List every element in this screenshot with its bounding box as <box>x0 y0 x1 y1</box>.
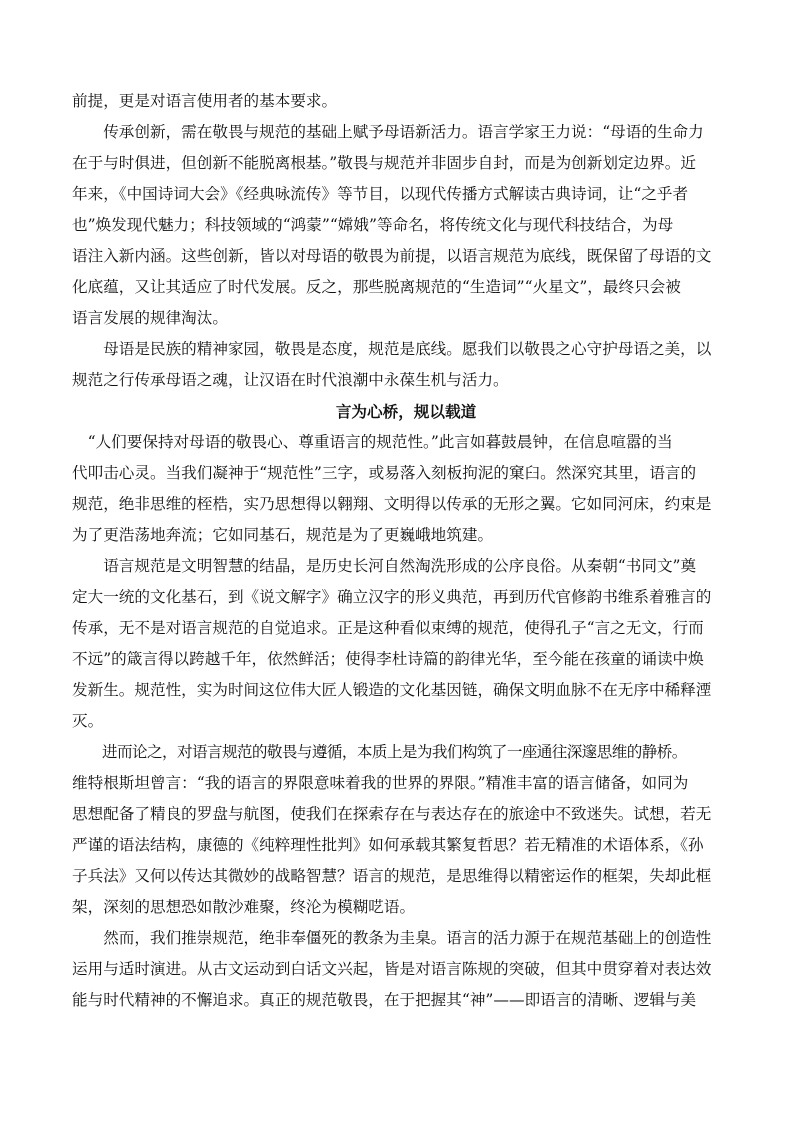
text-line: 代叩击心灵。当我们凝神于“规范性”三字，或易落入刻板拘泥的窠臼。然深究其里，语言的 <box>72 464 697 482</box>
text-line: 规范，绝非思维的桎梏，实乃思想得以翱翔、文明得以传承的无形之翼。它如同河床，约束是 <box>72 495 712 513</box>
text-line: 子兵法》又何以传达其微妙的战略智慧？语言的规范，是思维得以精密运作的框架，失却此框 <box>72 867 712 885</box>
document-page <box>72 86 732 1016</box>
text-line: 传承，无不是对语言规范的自觉追求。正是这种看似束缚的规范，使得孔子“言之无文，行而 <box>72 619 704 637</box>
text-line: 进而论之，对语言规范的敬畏与遵循，本质上是为我们构筑了一座通往深邃思维的静桥。 <box>72 743 687 761</box>
text-line: 传承创新，需在敬畏与规范的基础上赋予母语新活力。语言学家王力说：“母语的生命力 <box>72 123 704 141</box>
text-line: 也”焕发现代魅力；科技领域的“鸿蒙”“嫦娥”等命名，将传统文化与现代科技结合，为母 <box>72 216 674 234</box>
text-line: 规范之行传承母语之魂，让汉语在时代浪潮中永葆生机与活力。 <box>72 371 509 389</box>
text-line: 定大一统的文化基石，到《说文解字》确立汉字的形义典范，再到历代官修韵书维系着雅言的 <box>72 588 712 606</box>
text-line: 语言发展的规律淘汰。 <box>72 309 228 327</box>
text-line: 思想配备了精良的罗盘与航图，使我们在探索存在与表达存在的旅途中不致迷失。试想，若无 <box>72 805 712 823</box>
text-line: 母语是民族的精神家园，敬畏是态度，规范是底线。愿我们以敬畏之心守护母语之美，以 <box>72 340 712 358</box>
text-line: 前提，更是对语言使用者的基本要求。 <box>72 92 338 110</box>
text-line: 能与时代精神的不懈追求。真正的规范敬畏，在于把握其“神”——即语言的清晰、逻辑与美 <box>72 991 697 1009</box>
text-line: 发新生。规范性，实为时间这位伟大匠人锻造的文化基因链，确保文明血脉不在无序中稀释湮 <box>72 681 712 699</box>
text-line: 为了更浩荡地奔流；它如同基石，规范是为了更巍峨地筑建。 <box>72 526 494 544</box>
text-line: 维特根斯坦曾言：“我的语言的界限意味着我的世界的界限。”精准丰富的语言储备，如同为 <box>72 774 689 792</box>
text-line: 运用与适时演进。从古文运动到白话文兴起，皆是对语言陈规的突破，但其中贯穿着对表达效 <box>72 960 712 978</box>
text-line: 灭。 <box>72 712 104 730</box>
section-title: 言为心桥，规以载道 <box>335 402 477 421</box>
text-line: 严谨的语法结构，康德的《纯粹理性批判》如何承载其繁复哲思？若无精准的术语体系，《孙 <box>72 836 704 854</box>
text-line: 化底蕴，又让其适应了时代发展。反之，那些脱离规范的“生造词”“火星文”，最终只会被 <box>72 278 681 296</box>
text-line: “人们要保持对母语的敬畏心、尊重语言的规范性。”此言如暮鼓晨钟，在信息喧嚣的当 <box>72 433 673 451</box>
text-line: 然而，我们推崇规范，绝非奉僵死的教条为圭臬。语言的活力源于在规范基础上的创造性 <box>72 929 712 947</box>
text-line: 语言规范是文明智慧的结晶，是历史长河自然淘洗形成的公序良俗。从秦朝“书同文”奠 <box>72 557 697 575</box>
text-line: 年来，《中国诗词大会》《经典咏流传》等节目，以现代传播方式解读古典诗词，让“之乎者 <box>72 185 689 203</box>
text-line: 语注入新内涵。这些创新，皆以对母语的敬畏为前提，以语言规范为底线，既保留了母语的文 <box>72 247 712 265</box>
text-line: 架，深刻的思想恐如散沙难聚，终沦为模糊呓语。 <box>72 898 416 916</box>
text-line: 不远”的箴言得以跨越千年，依然鲜活；使得李杜诗篇的韵律光华，至今能在孩童的诵读中焕 <box>72 650 704 668</box>
text-line: 在于与时俱进，但创新不能脱离根基。”敬畏与规范并非固步自封，而是为创新划定边界。近 <box>72 154 696 172</box>
